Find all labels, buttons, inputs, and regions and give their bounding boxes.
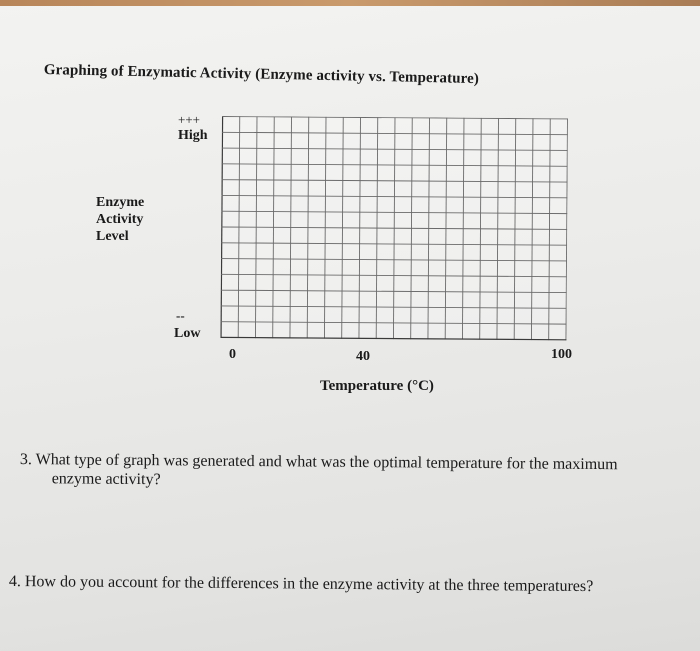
- x-axis-tick: 0: [229, 347, 236, 362]
- question-3: [20, 450, 690, 494]
- y-axis-label-line: Enzyme: [96, 195, 145, 210]
- y-axis-label-line: Activity: [96, 212, 144, 227]
- x-axis-tick: 100: [551, 347, 572, 362]
- x-axis-label: Temperature (°C): [320, 378, 434, 394]
- graph-grid[interactable]: [220, 116, 568, 340]
- question-4: [9, 572, 699, 597]
- page-title: Graphing of Enzymatic Activity (Enzyme activity vs. Temperature): [43, 62, 480, 88]
- x-axis-tick: 40: [356, 349, 370, 364]
- grid-paper[interactable]: [220, 116, 568, 340]
- y-axis-low-marker: --: [176, 308, 185, 323]
- question-text: 3. What type of graph was generated and what was the optimal temperature for the maximum: [19, 450, 618, 474]
- y-axis-high-marker: +++: [178, 112, 200, 127]
- y-axis-low-label: Low: [174, 326, 201, 341]
- y-axis-high-label: High: [178, 128, 208, 143]
- y-axis-label-line: Level: [96, 229, 129, 244]
- question-text: 4. How do you account for the differences in the enzyme activity at the three temperatures?: [8, 572, 594, 596]
- desk-edge: [0, 0, 700, 6]
- question-text-continued: enzyme activity?: [51, 470, 161, 489]
- y-axis-label: [96, 194, 186, 245]
